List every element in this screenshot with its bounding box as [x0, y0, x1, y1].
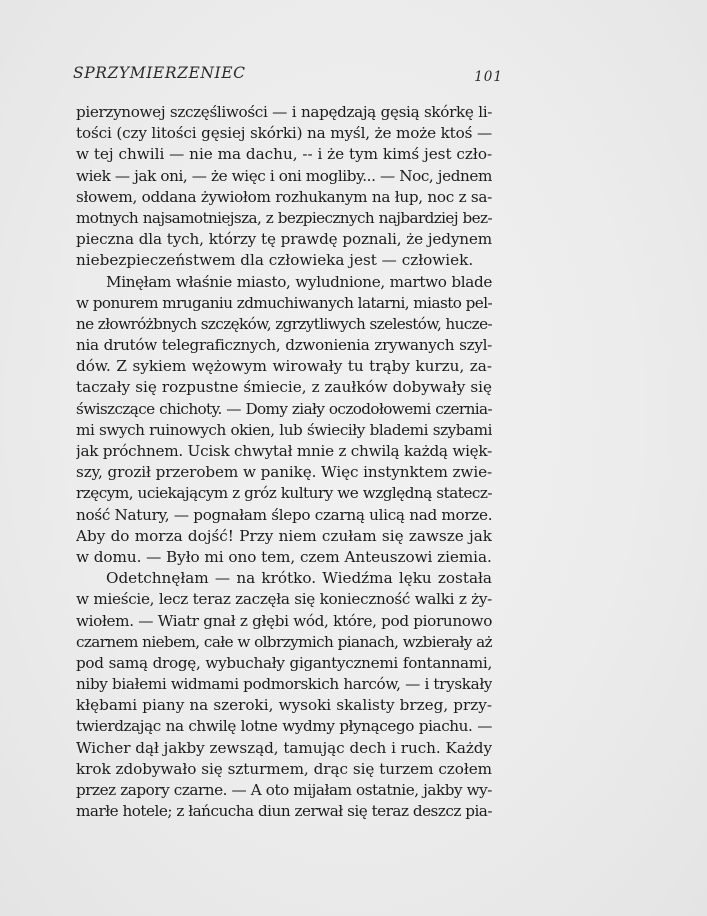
text-line: Minęłam właśnie miasto, wyludnione, martwo blade — [106, 272, 492, 291]
text-line: Odetchnęłam — na krótko. Wiedźma lęku została — [106, 569, 492, 588]
text-line: ne złowróżbnych szczęków, zgrzytliwych szelestów, hucze- — [76, 314, 492, 333]
text-line: Wicher dął jakby zewsząd, tamując dech i ruch. Każdy — [76, 738, 492, 757]
text-line: przez zapory czarne. — A oto mijałam ostatnie, jakby wy- — [76, 781, 492, 799]
text-line: w mieście, lecz teraz zaczęła się konieczność walki z ży- — [76, 590, 492, 609]
text-line: jak próchnem. Ucisk chwytał mnie z chwilą każdą więk- — [76, 442, 492, 460]
text-line: marłe hotele; z łańcucha diun zerwał się teraz deszcz pia- — [76, 802, 492, 821]
text-line: szy, groził przerobem w panikę. Więc instynktem zwie- — [76, 463, 492, 482]
text-line: w domu. — Było mi ono tem, czem Anteuszowi ziemia. — [76, 547, 492, 566]
text-line: mi swych ruinowych okien, lub świeciły blademi szybami — [76, 420, 492, 439]
body-text — [76, 102, 492, 822]
text-line: w tej chwili — nie ma dachu, -- i że tym kimś jest czło- — [76, 145, 492, 164]
text-line: dów. Z sykiem wężowym wirowały tu trąby kurzu, za- — [76, 357, 492, 376]
text-line: ność Natury, — pognałam ślepo czarną ulicą nad morze. — [76, 505, 492, 524]
text-line: czarnem niebem, całe w olbrzymich pianach, wzbierały aż — [76, 632, 492, 651]
text-line: świszczące chichoty. — Domy ziały oczodołowemi czernia- — [76, 399, 492, 418]
text-line: pod samą drogę, wybuchały gigantycznemi fontannami, — [76, 653, 492, 672]
text-line: wiołem. — Wiatr gnał z głębi wód, które, pod piorunowo — [76, 611, 492, 630]
text-line: Aby do morza dojść! Przy niem czułam się zawsze jak — [76, 526, 492, 545]
text-line: w ponurem mruganiu zdmuchiwanych latarni, miasto pel- — [76, 293, 492, 312]
text-line: tości (czy litości gęsiej skórki) na myśl, że może ktoś — — [76, 124, 492, 143]
running-title: SPRZYMIERZENIEC — [73, 64, 246, 82]
text-line: niby białemi widmami podmorskich harców, — i tryskały — [76, 675, 492, 694]
text-line: twierdzając na chwilę lotne wydmy płynącego piachu. — — [76, 717, 492, 736]
text-line: motnych najsamotniejsza, z bezpiecznych najbardziej bez- — [76, 208, 492, 227]
text-line: niebezpieczeństwem dla człowieka jest — człowiek. — [76, 251, 474, 270]
text-line: pierzynowej szczęśliwości — i napędzają gęsią skórkę li- — [76, 103, 492, 121]
text-line: taczały się rozpustne śmiecie, z zaułków dobywały się — [76, 378, 492, 397]
text-line: krok zdobywało się szturmem, drąc się turzem czołem — [76, 759, 492, 778]
text-line: pieczna dla tych, którzy tę prawdę poznali, że jedynem — [76, 230, 492, 249]
text-line: kłębami piany na szeroki, wysoki skalisty brzeg, przy- — [76, 696, 492, 715]
text-line: nia drutów telegraficznych, dzwonienia zrywanych szyl- — [76, 336, 492, 355]
text-line: rzęcym, uciekającym z gróz kultury we względną statecz- — [76, 484, 492, 503]
page-number: 101 — [474, 69, 503, 85]
text-line: słowem, oddana żywiołom rozhukanym na łup, noc z sa- — [76, 187, 492, 206]
text-line: wiek — jak oni, — że więc i oni mogliby... — Noc, jednem — [76, 166, 492, 185]
